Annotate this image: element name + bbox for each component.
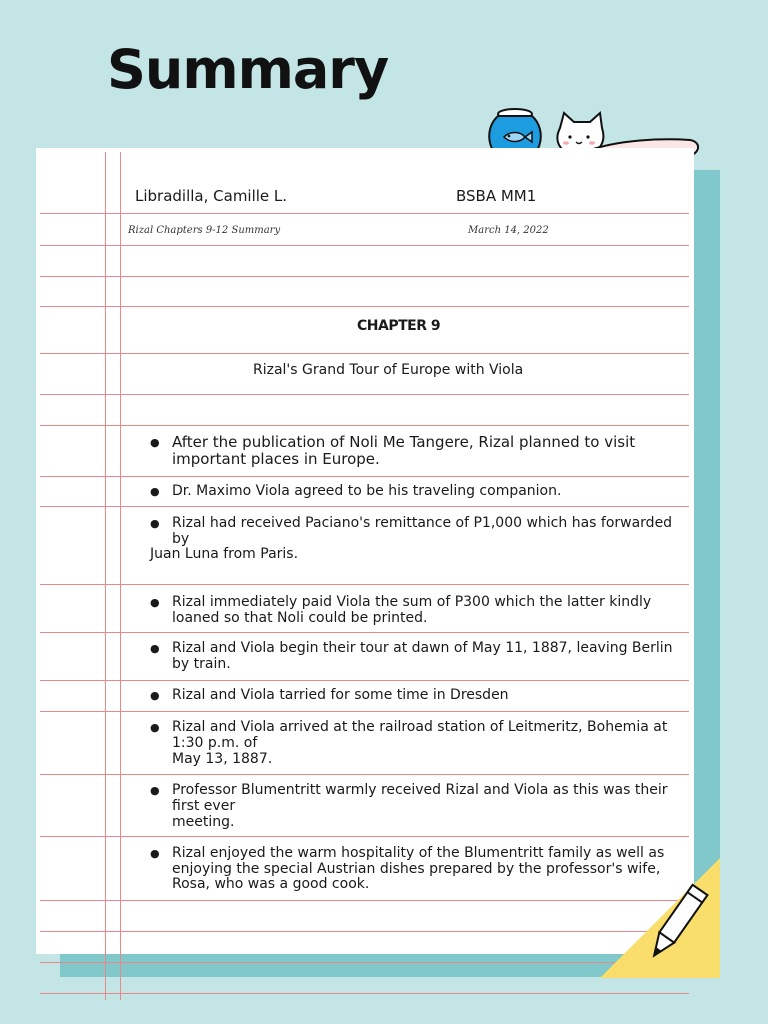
continuation-text: meeting. (172, 814, 235, 830)
bullet-icon: ● (150, 847, 160, 860)
list-item (150, 516, 685, 547)
bullet-icon: ● (150, 784, 160, 797)
list-item (150, 720, 685, 751)
list-item-text: Rizal had received Paciano's remittance of P1,000 which has forwarded by (172, 515, 673, 547)
pencil-icon (600, 858, 720, 978)
margin-line (120, 152, 121, 1000)
rule-line (40, 774, 689, 775)
bullet-icon: ● (150, 642, 160, 655)
page-title: Summary (107, 38, 389, 101)
bullet-icon: ● (150, 485, 160, 498)
rule-line (40, 993, 689, 994)
rule-line (40, 276, 689, 277)
list-item (150, 783, 685, 814)
rule-line (40, 425, 689, 426)
rule-line (40, 506, 689, 507)
bullet-icon: ● (150, 436, 160, 449)
notebook-paper (36, 148, 694, 954)
bullet-icon: ● (150, 721, 160, 734)
list-item-text: Professor Blumentritt warmly received Rizal and Viola as this was their first ever (172, 782, 668, 814)
list-item-text: Rizal and Viola begin their tour at dawn of May 11, 1887, leaving Berlin by train. (172, 640, 673, 672)
rule-line (40, 213, 689, 214)
student-name: Libradilla, Camille L. (135, 187, 288, 205)
list-item-text: Rizal and Viola tarried for some time in Dresden (172, 687, 509, 703)
rule-line (40, 680, 689, 681)
rule-line (40, 931, 689, 932)
student-section: BSBA MM1 (456, 187, 537, 205)
chapter-heading: CHAPTER 9 (357, 318, 441, 334)
list-item (150, 484, 685, 500)
list-item (150, 641, 685, 672)
list-item (150, 688, 685, 704)
bullet-icon: ● (150, 596, 160, 609)
chapter-subtitle: Rizal's Grand Tour of Europe with Viola (253, 362, 524, 378)
margin-line (105, 152, 106, 1000)
rule-line (40, 836, 689, 837)
list-item-text: Rizal and Viola arrived at the railroad station of Leitmeritz, Bohemia at 1:30 p.m. of (172, 719, 668, 751)
continuation-text: Juan Luna from Paris. (150, 546, 299, 562)
rule-line (40, 711, 689, 712)
rule-line (40, 306, 689, 307)
bullet-icon: ● (150, 689, 160, 702)
rule-line (40, 353, 689, 354)
rule-line (40, 962, 689, 963)
continuation-text: May 13, 1887. (172, 751, 273, 767)
list-item-text: Rizal immediately paid Viola the sum of P300 which the latter kindly loaned so that Noli could be printed. (172, 594, 652, 626)
bullet-icon: ● (150, 517, 160, 530)
rule-line (40, 476, 689, 477)
rule-line (40, 900, 689, 901)
rule-line (40, 394, 689, 395)
list-item (150, 595, 685, 626)
rule-line (40, 632, 689, 633)
list-item-text: Rizal enjoyed the warm hospitality of the Blumentritt family as well as enjoying the special Austrian dishes prepared by the professor's wife, Rosa, who was a good cook. (172, 845, 665, 892)
list-item-text: After the publication of Noli Me Tangere, Rizal planned to visit important places in Europe. (172, 433, 636, 468)
list-item-text: Dr. Maximo Viola agreed to be his traveling companion. (172, 483, 562, 499)
rule-line (40, 245, 689, 246)
rule-line (40, 584, 689, 585)
subject-line: Rizal Chapters 9-12 Summary (128, 225, 281, 236)
date-line: March 14, 2022 (468, 225, 549, 236)
list-item (150, 434, 685, 468)
